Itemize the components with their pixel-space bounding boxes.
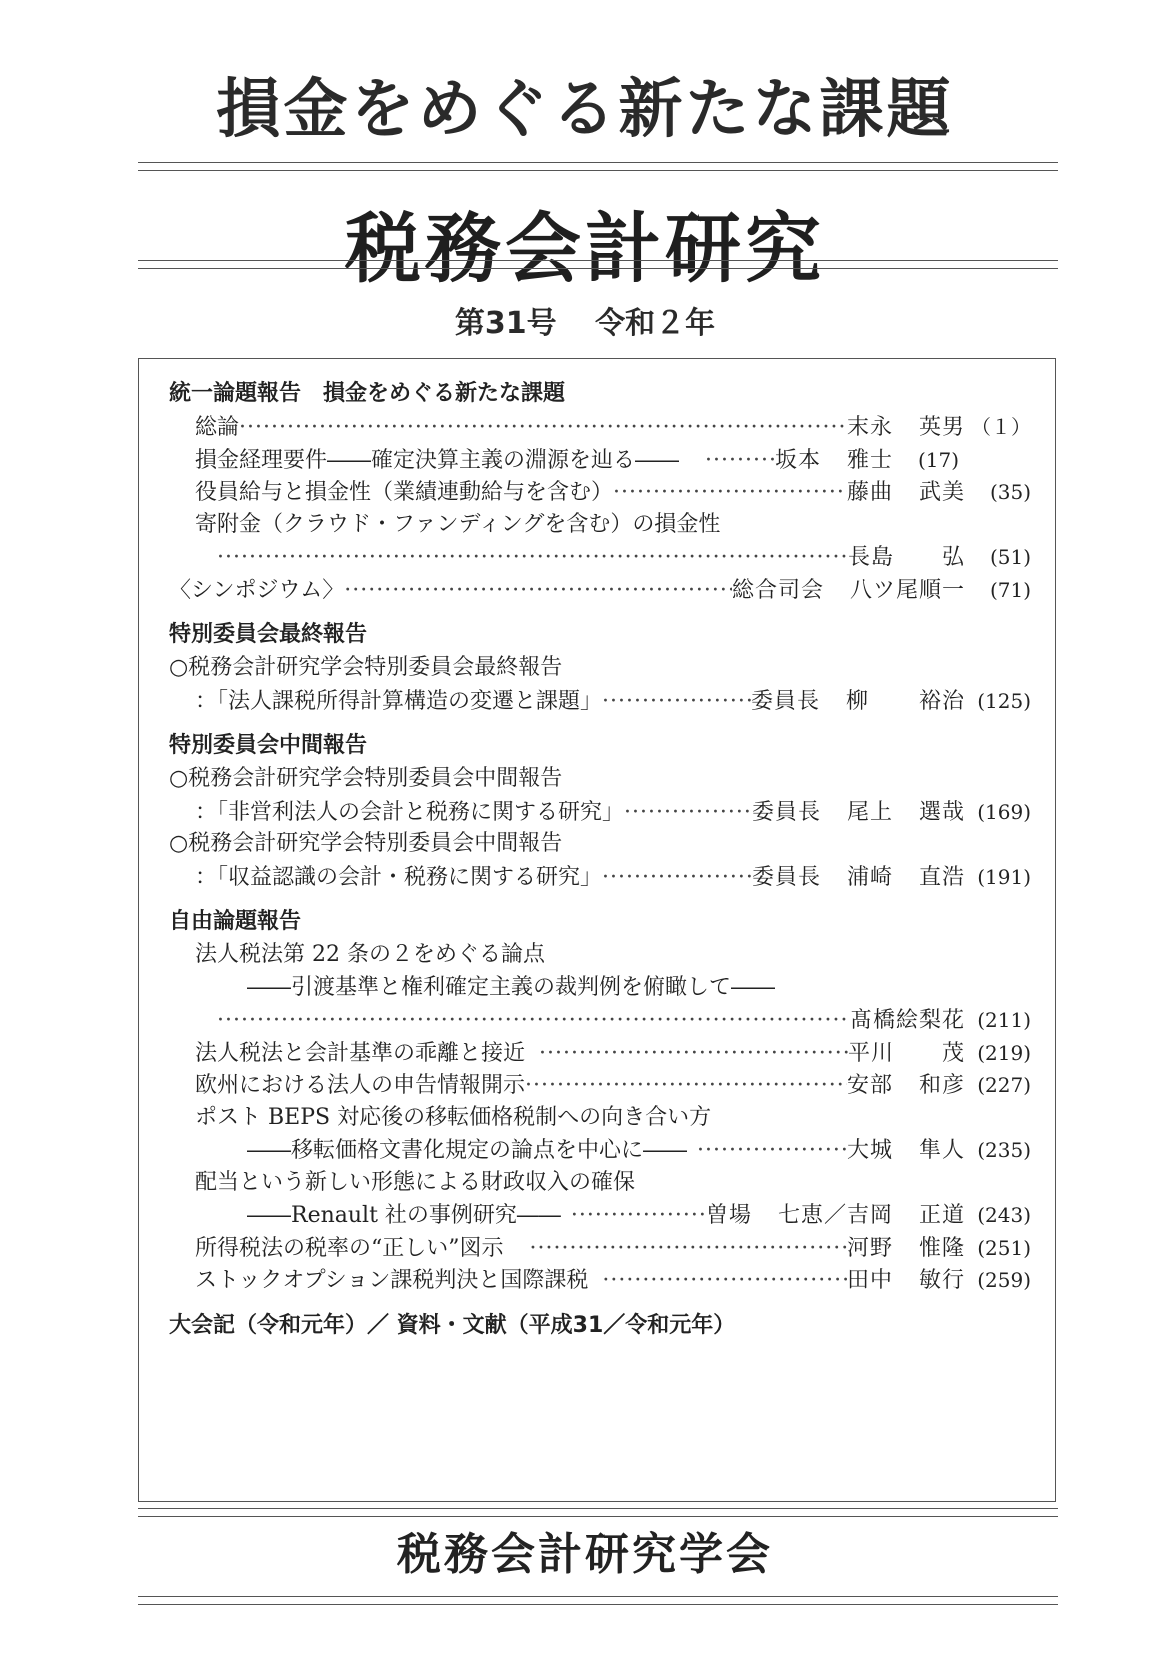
toc-entry-title[interactable]: ○税務会計研究学会特別委員会最終報告 <box>169 655 563 680</box>
table-of-contents <box>169 377 1031 1343</box>
journal-subtitle: 損金をめぐる新たな課題 <box>216 73 954 147</box>
toc-entry-subtitle: ――引渡基準と権利確定主義の裁判例を俯瞰して―― <box>247 974 776 1000</box>
issue-info <box>0 298 1170 342</box>
toc-entry[interactable]: ――移転価格文書化規定の論点を中心に―― ····· 大城 隼人 (235) <box>169 1134 1031 1167</box>
toc-entry-title[interactable]: 法人税法第 22 条の２をめぐる論点 <box>195 942 545 967</box>
toc-entry-title[interactable]: ○税務会計研究学会特別委員会中間報告 <box>169 766 563 791</box>
toc-entry[interactable]: 損金経理要件――確定決算主義の淵源を辿る―― ····· 坂本 雅士 (17) <box>169 444 1031 477</box>
issue-number: 第31号 <box>454 306 557 341</box>
section-heading: 特別委員会中間報告 <box>169 733 368 758</box>
top-rule-1 <box>138 162 1058 163</box>
section-heading: 特別委員会最終報告 <box>169 622 368 647</box>
toc-entry[interactable]: ：「法人課税所得計算構造の変遷と課題」 ····· 委員長 柳 裕治 (125) <box>169 685 1031 718</box>
top-rule-2 <box>138 170 1058 171</box>
table-of-contents-box <box>138 358 1056 1502</box>
closing-section: 大会記（令和元年）／ 資料・文献（平成31／令和元年） <box>169 1312 736 1338</box>
toc-entry-title[interactable]: ○税務会計研究学会特別委員会中間報告 <box>169 831 563 856</box>
publisher-name: 税務会計研究学会 <box>397 1529 773 1580</box>
toc-entry[interactable]: 欧州における法人の申告情報開示 ····· 安部 和彦 (227) <box>169 1069 1031 1102</box>
toc-entry[interactable]: ストックオプション課税判決と国際課税 ····· 田中 敏行 (259) <box>169 1264 1031 1297</box>
footer-rule-2 <box>138 1604 1058 1605</box>
toc-entry-title[interactable]: 寄附金（クラウド・ファンディングを含む）の損金性 <box>195 511 721 537</box>
toc-entry[interactable]: 総論 ····· 末永 英男 （１） <box>169 411 1031 444</box>
bottom-rule-1 <box>138 1508 1058 1509</box>
toc-entry[interactable]: 役員給与と損金性（業績連動給与を含む） ····· 藤曲 武美 (35) <box>169 476 1031 509</box>
toc-entry[interactable]: ····· 長島 弘 (51) <box>169 541 1031 574</box>
mid-rule-1 <box>138 260 1058 261</box>
section-heading: 統一論題報告 損金をめぐる新たな課題 <box>169 381 566 406</box>
toc-entry[interactable]: ：「収益認識の会計・税務に関する研究」 ····· 委員長 浦崎 直浩 (191) <box>169 861 1031 894</box>
toc-entry[interactable]: ――Renault 社の事例研究―― ····· 曽場 七恵／吉岡 正道 (243) <box>169 1199 1031 1232</box>
issue-year: 令和２年 <box>595 306 716 341</box>
footer-rule-1 <box>138 1596 1058 1597</box>
toc-entry[interactable]: 法人税法と会計基準の乖離と接近 ····· 平川 茂 (219) <box>169 1037 1031 1070</box>
section-heading: 自由論題報告 <box>169 909 302 934</box>
toc-entry[interactable]: ····· 髙橋絵梨花 (211) <box>169 1004 1031 1037</box>
mid-rule-2 <box>138 268 1058 269</box>
journal-title: 税務会計研究 <box>345 204 825 293</box>
toc-entry-title[interactable]: 配当という新しい形態による財政収入の確保 <box>195 1169 636 1195</box>
bottom-rule-2 <box>138 1516 1058 1517</box>
toc-entry[interactable]: 所得税法の税率の“正しい”図示 ····· 河野 惟隆 (251) <box>169 1232 1031 1265</box>
toc-entry-title[interactable]: ポスト BEPS 対応後の移転価格税制への向き合い方 <box>195 1104 712 1130</box>
toc-entry[interactable]: ：「非営利法人の会計と税務に関する研究」 ····· 委員長 尾上 選哉 (169) <box>169 796 1031 829</box>
toc-entry[interactable]: 〈シンポジウム〉 ····· 総合司会 八ツ尾順一 (71) <box>169 574 1031 607</box>
